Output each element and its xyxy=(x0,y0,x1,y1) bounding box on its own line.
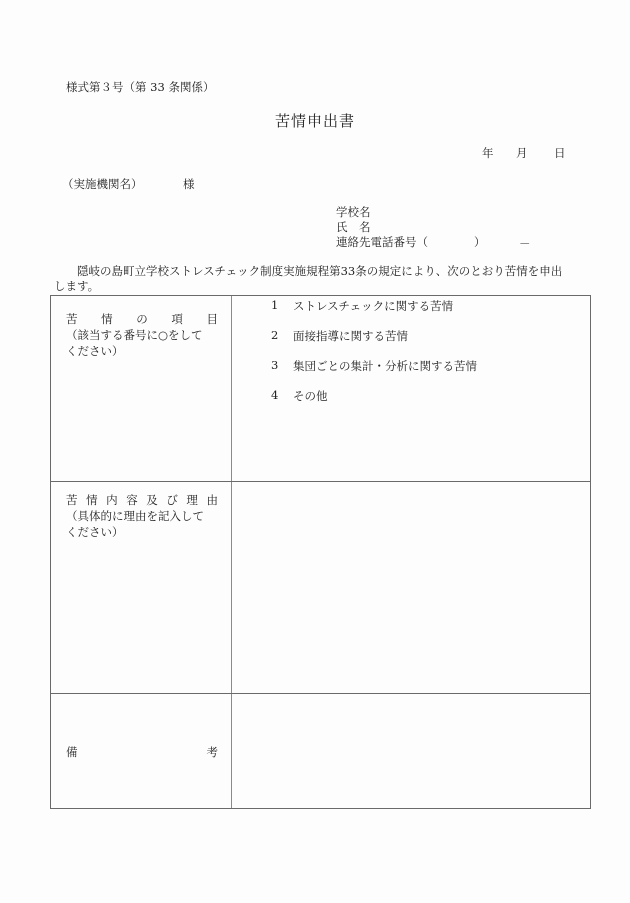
document-title: 苦情申出書 xyxy=(274,112,355,130)
option-text: ストレスチェックに関する苦情 xyxy=(293,299,454,313)
option-number: 2 xyxy=(271,328,279,342)
complaint-content-field[interactable] xyxy=(232,482,590,693)
complaint-content-note-1: （具体的に理由を記入して xyxy=(66,509,204,523)
phone-label: 連絡先電話番号（ ） xyxy=(336,235,486,249)
complaint-items-label xyxy=(66,311,218,359)
phone-dash: － xyxy=(519,237,531,251)
complaint-content-heading: 苦 情 内 容 及 び 理 由 xyxy=(66,493,218,507)
addressee-honorific: 様 xyxy=(183,177,195,191)
statement-line-2: します。 xyxy=(54,279,100,293)
complaint-content-note-2: ください） xyxy=(66,525,124,539)
name-label: 氏 名 xyxy=(336,220,371,234)
option-number: 3 xyxy=(271,358,279,372)
form-number: 様式第３号（第 33 条関係） xyxy=(66,80,215,94)
complaint-content-label xyxy=(66,492,218,540)
remarks-field[interactable] xyxy=(232,694,590,808)
school-name-label: 学校名 xyxy=(336,205,371,219)
option-number: 1 xyxy=(271,298,279,312)
complaint-items-heading: 苦 情 の 項 目 xyxy=(66,312,218,326)
remarks-heading: 備 考 xyxy=(66,745,218,759)
statement-line-1: 隠岐の島町立学校ストレスチェック制度実施規程第33条の規定により、次のとおり苦情を申出 xyxy=(77,264,563,278)
option-number: 4 xyxy=(271,388,279,402)
option-interview-guidance[interactable] xyxy=(271,328,477,358)
complaint-options xyxy=(271,298,477,418)
date-month-label: 月 xyxy=(516,146,528,160)
option-text: その他 xyxy=(293,389,328,403)
statement xyxy=(54,264,576,294)
option-text: 面接指導に関する苦情 xyxy=(293,329,408,343)
applicant-info xyxy=(336,205,486,250)
date-year-label: 年 xyxy=(482,146,494,160)
option-other[interactable] xyxy=(271,388,477,418)
option-text: 集団ごとの集計・分析に関する苦情 xyxy=(293,359,477,373)
date-day-label: 日 xyxy=(554,146,566,160)
addressee-label: （実施機関名） xyxy=(62,177,143,191)
option-group-analysis[interactable] xyxy=(271,358,477,388)
option-stress-check[interactable] xyxy=(271,298,477,328)
complaint-table xyxy=(50,295,591,809)
remarks-label xyxy=(66,744,218,760)
complaint-items-note-1: （該当する番号に○をして xyxy=(66,328,203,342)
complaint-items-note-2: ください） xyxy=(66,344,124,358)
